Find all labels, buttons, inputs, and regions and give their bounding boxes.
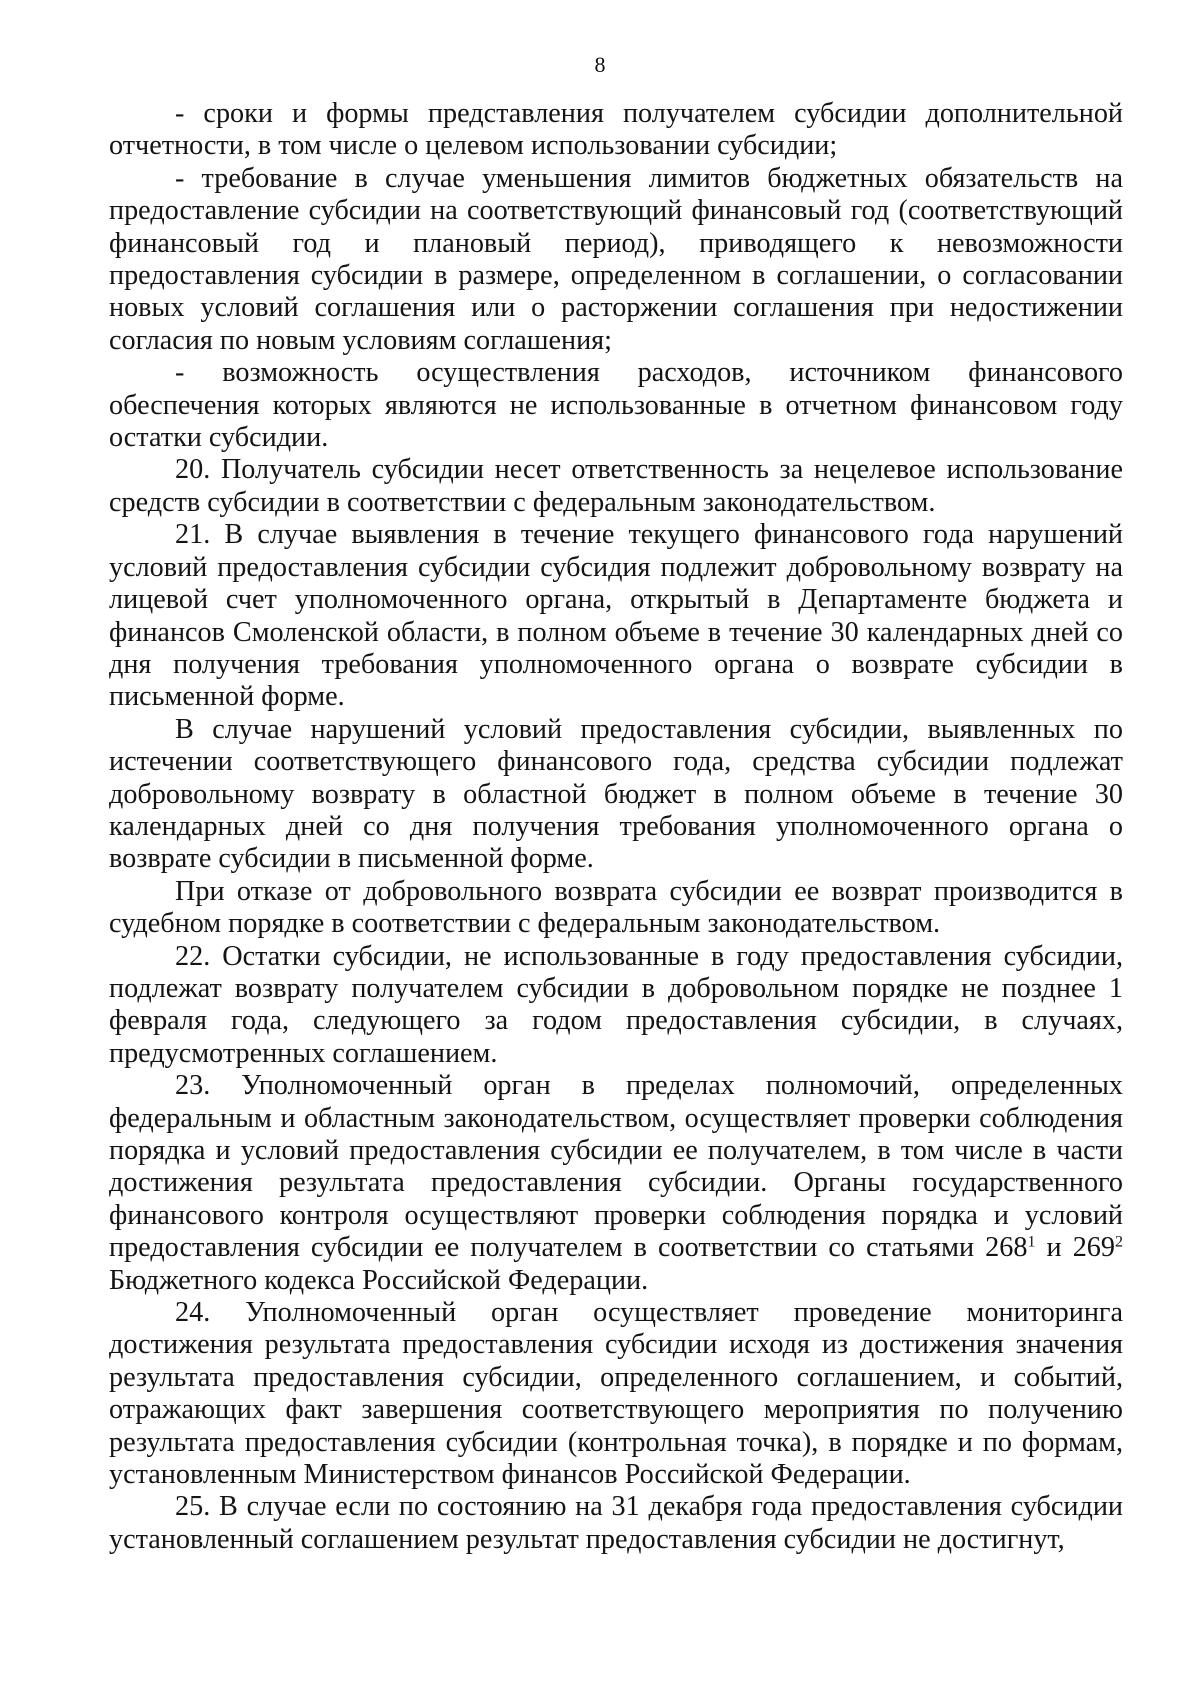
paragraph-25: 25. В случае если по состоянию на 31 декабря года предоставления субсидии установленный соглашением результат предоставления субсидии не достигнут, <box>109 1491 1123 1555</box>
superscript-1: 1 <box>1027 1233 1036 1251</box>
paragraph-23-text-after: Бюджетного кодекса Российской Федерации. <box>109 1264 649 1296</box>
page-number: 8 <box>594 52 606 77</box>
list-item-additional-reporting: - сроки и формы представления получателем субсидии дополнительной отчетности, в том числе о целевом использовании субсидии; <box>109 98 1123 162</box>
paragraph-23-text-before: 23. Уполномоченный орган в пределах полномочий, определенных федеральным и областным законодательством, осуществляет проверки соблюдения порядка и условий предоставления субсидии ее получателем, в том числе в части достижения результата предоставления субсидии. Органы государственного финансового контроля осуществляют проверки соблюдения порядка и условий предоставления субсидии ее получателем в соответствии со статьями 268 <box>109 1070 1123 1264</box>
paragraph-24: 24. Уполномоченный орган осуществляет проведение мониторинга достижения результата предоставления субсидии исходя из достижения значения результата предоставления субсидии, определенного соглашением, и событий, отражающих факт завершения соответствующего мероприятия по получению результата предоставления субсидии (контрольная точка), в порядке и по формам, установленным Министерством финансов Российской Федерации. <box>109 1297 1123 1491</box>
list-item-residual-expenses: - возможность осуществления расходов, источником финансового обеспечения которых являются не использованные в отчетном финансовом году остатки субсидии. <box>109 357 1123 454</box>
paragraph-20: 20. Получатель субсидии несет ответственность за нецелевое использование средств субсидии в соответствии с федеральным законодательством. <box>109 454 1123 518</box>
paragraph-21: 21. В случае выявления в течение текущего финансового года нарушений условий предоставления субсидии субсидия подлежит добровольному возврату на лицевой счет уполномоченного органа, открытый в Департаменте бюджета и финансов Смоленской области, в полном объеме в течение 30 календарных дней со дня получения требования уполномоченного органа о возврате субсидии в письменной форме. <box>109 519 1123 713</box>
superscript-2: 2 <box>1115 1233 1123 1251</box>
paragraph-23-text-middle: и 269 <box>1035 1232 1115 1264</box>
document-body <box>109 98 1123 1556</box>
paragraph-23 <box>109 1070 1123 1297</box>
paragraph-21-violations-after-year: В случае нарушений условий предоставления субсидии, выявленных по истечении соответствующего финансового года, средства субсидии подлежат добровольному возврату в областной бюджет в полном объеме в течение 30 календарных дней со дня получения требования уполномоченного органа о возврате субсидии в письменной форме. <box>109 713 1123 875</box>
paragraph-22: 22. Остатки субсидии, не использованные в году предоставления субсидии, подлежат возврату получателем субсидии в добровольном порядке не позднее 1 февраля года, следующего за годом предоставления субсидии, в случаях, предусмотренных соглашением. <box>109 940 1123 1069</box>
paragraph-21-court-return: При отказе от добровольного возврата субсидии ее возврат производится в судебном порядке в соответствии с федеральным законодательством. <box>109 875 1123 940</box>
list-item-limit-reduction-requirement: - требование в случае уменьшения лимитов бюджетных обязательств на предоставление субсидии на соответствующий финансовый год (соответствующий финансовый год и плановый период), приводящего к невозможности предоставления субсидии в размере, определенном в соглашении, о согласовании новых условий соглашения или о расторжении соглашения при недостижении согласия по новым условиям соглашения; <box>109 162 1123 356</box>
